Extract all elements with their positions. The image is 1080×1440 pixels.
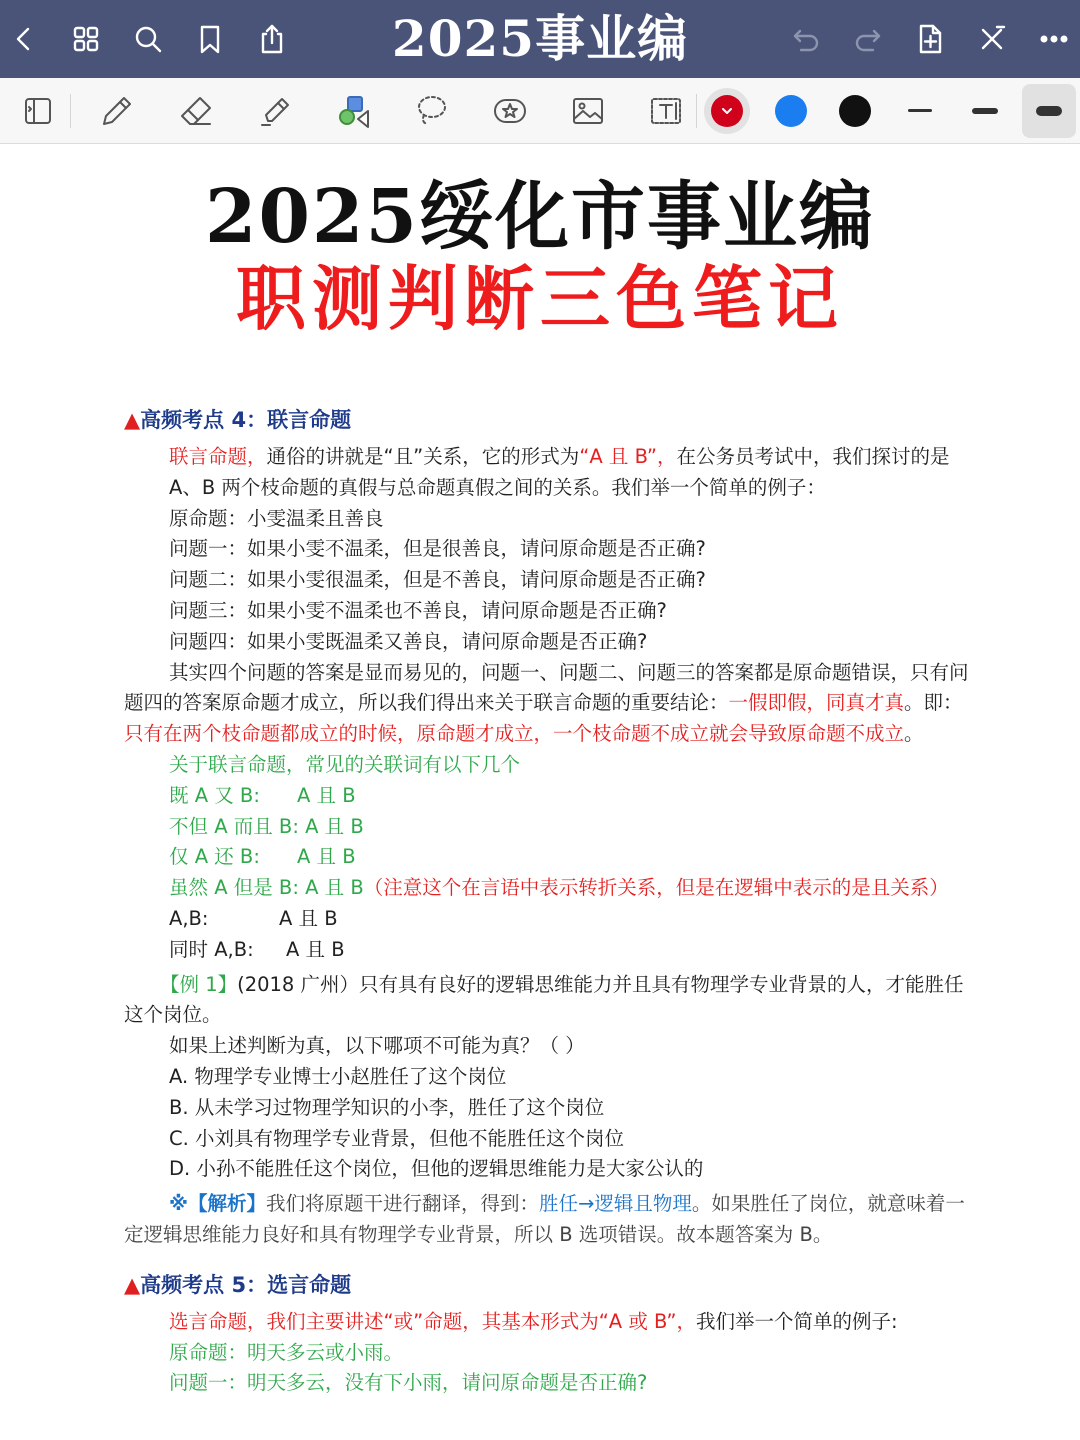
text: 。即： (904, 691, 963, 715)
analysis-paragraph (124, 1189, 974, 1251)
original-proposition: 原命题：小雯温柔且善良 (169, 506, 384, 530)
connective-row (124, 935, 974, 966)
add-page-icon[interactable] (906, 15, 954, 63)
close-icon[interactable] (968, 15, 1016, 63)
conclusion-paragraph (124, 658, 974, 750)
page-view-icon[interactable] (14, 87, 62, 135)
chevron-down-icon (723, 109, 731, 113)
text: A 且 B (297, 783, 356, 807)
triangle-marker-icon: ▲ (124, 1272, 141, 1297)
image-icon[interactable] (564, 87, 612, 135)
page-subtitle: 职测判断三色笔记 (236, 257, 844, 340)
text: 在公务员考试中，我们探讨的是 A、B 两个枝命题的真假与总命题真假之间的关系。我们举一个简单的例子： (169, 445, 950, 499)
drawing-toolbar (0, 78, 1080, 144)
text: A,B: (169, 906, 209, 930)
text: 。 (904, 722, 924, 746)
triangle-marker-icon: ▲ (124, 408, 141, 432)
sticker-icon[interactable] (486, 87, 534, 135)
section-heading-5 (124, 1269, 974, 1301)
text: (2018 广州）只有具有良好的逻辑思维能力并且具有物理学专业背景的人，才能胜任这个岗位。 (124, 972, 964, 1027)
question-2: 问题二：如果小雯很温柔，但是不善良，请问原命题是否正确? (169, 568, 706, 592)
document-title: 2025事业编 (391, 9, 689, 68)
option-d: D. 小孙不能胜任这个岗位，但他的逻辑思维能力是大家公认的 (169, 1157, 704, 1181)
connective-row (124, 873, 974, 904)
red-highlight: 选言命题，我们主要讲述“或”命题，其基本形式为“A 或 B”， (169, 1309, 696, 1333)
paragraph (124, 1307, 974, 1338)
question-1: 问题一：如果小雯不温柔，但是很善良，请问原命题是否正确? (169, 537, 706, 561)
pen-icon[interactable] (92, 87, 140, 135)
text: 通俗的讲就是“且”关系，它的形式为 (266, 445, 580, 468)
text: A 且 B (297, 845, 356, 869)
color-red-swatch[interactable] (711, 95, 743, 127)
stroke-thick-option[interactable] (1036, 106, 1062, 116)
back-icon[interactable] (0, 15, 48, 63)
heading-text: 高频考点 5：选言命题 (140, 1272, 352, 1297)
option-a: A. 物理学专业博士小赵胜任了这个岗位 (169, 1064, 507, 1088)
red-highlight: 一假即假，同真才真 (728, 691, 905, 715)
undo-icon[interactable] (782, 15, 830, 63)
stroke-medium-option[interactable] (972, 108, 998, 114)
text: A 且 B (286, 937, 345, 961)
text: 我们将原题干进行翻译，得到： (265, 1192, 539, 1216)
redo-icon[interactable] (844, 15, 892, 63)
connective-row: 不但 A 而且 B: A 且 B (169, 814, 364, 838)
share-icon[interactable] (248, 15, 296, 63)
toolbar-divider (696, 94, 697, 128)
page-title: 2025绥化市事业编 (205, 174, 875, 260)
connective-row (124, 904, 974, 935)
original-proposition: 原命题：明天多云或小雨。 (169, 1340, 404, 1364)
blue-highlight: 胜任→逻辑且物理 (538, 1192, 692, 1216)
connective-row (124, 842, 974, 873)
option-b: B. 从未学习过物理学知识的小李，胜任了这个岗位 (169, 1095, 605, 1119)
document-page (0, 144, 1080, 1440)
grid-icon[interactable] (62, 15, 110, 63)
red-highlight: “A 且 B”， (579, 445, 677, 468)
text: 同时 A,B: (169, 937, 254, 961)
toolbar-divider (70, 94, 71, 128)
shapes-icon[interactable] (330, 87, 378, 135)
top-navigation-bar (0, 0, 1080, 78)
bookmark-icon[interactable] (186, 15, 234, 63)
question-3: 问题三：如果小雯不温柔也不善良，请问原命题是否正确? (169, 598, 667, 622)
example-tag: 【例 1】 (160, 972, 238, 996)
paragraph (124, 442, 974, 504)
text-box-icon[interactable] (642, 87, 690, 135)
question-4: 问题四：如果小雯既温柔又善良，请问原命题是否正确? (169, 629, 648, 653)
red-note: （注意这个在言语中表示转折关系，但是在逻辑中表示的是且关系） (363, 876, 949, 900)
highlighter-icon[interactable] (252, 87, 300, 135)
color-black-swatch[interactable] (839, 95, 871, 127)
color-blue-swatch[interactable] (775, 95, 807, 127)
text: 我们举一个简单的例子: (695, 1309, 898, 1333)
lasso-icon[interactable] (408, 87, 456, 135)
connectives-intro: 关于联言命题，常见的关联词有以下几个 (169, 752, 521, 776)
eraser-icon[interactable] (172, 87, 220, 135)
text: 。如果胜任了岗位，就意味着一定逻辑思维能力良好和具有物理学专业背景，所以 B 选项错误。故本题答案为 B。 (124, 1192, 965, 1246)
analysis-tag: ※【解析】 (169, 1192, 266, 1216)
red-highlight: 联言命题， (169, 445, 267, 468)
more-icon[interactable] (1030, 15, 1078, 63)
notes-content (124, 404, 974, 1399)
text: 既 A 又 B: (169, 783, 260, 807)
red-highlight: 只有在两个枝命题都成立的时候，原命题才成立，一个枝命题不成立就会导致原命题不成立 (124, 722, 905, 746)
example-paragraph (124, 970, 974, 1032)
option-c: C. 小刘具有物理学专业背景，但他不能胜任这个岗位 (169, 1126, 625, 1150)
heading-text: 高频考点 4：联言命题 (140, 408, 352, 432)
stroke-thin-option[interactable] (908, 109, 932, 112)
text: 其实四个问题的答案是显而易见的，问题一、问题二、问题三的答案都是原命题错误，只有问题四的答案原命题才成立，所以我们得出来关于联言命题的重要结论： (124, 660, 969, 715)
section-heading-4 (124, 404, 974, 436)
text: A 且 B (279, 906, 338, 930)
text: 虽然 A 但是 B: A 且 B (169, 876, 364, 900)
example-question: 如果上述判断为真，以下哪项不可能为真？（ ） (169, 1034, 585, 1058)
question-1: 问题一：明天多云，没有下小雨，请问原命题是否正确? (169, 1371, 648, 1395)
text: 仅 A 还 B: (169, 845, 260, 869)
search-icon[interactable] (124, 15, 172, 63)
connective-row (124, 781, 974, 812)
